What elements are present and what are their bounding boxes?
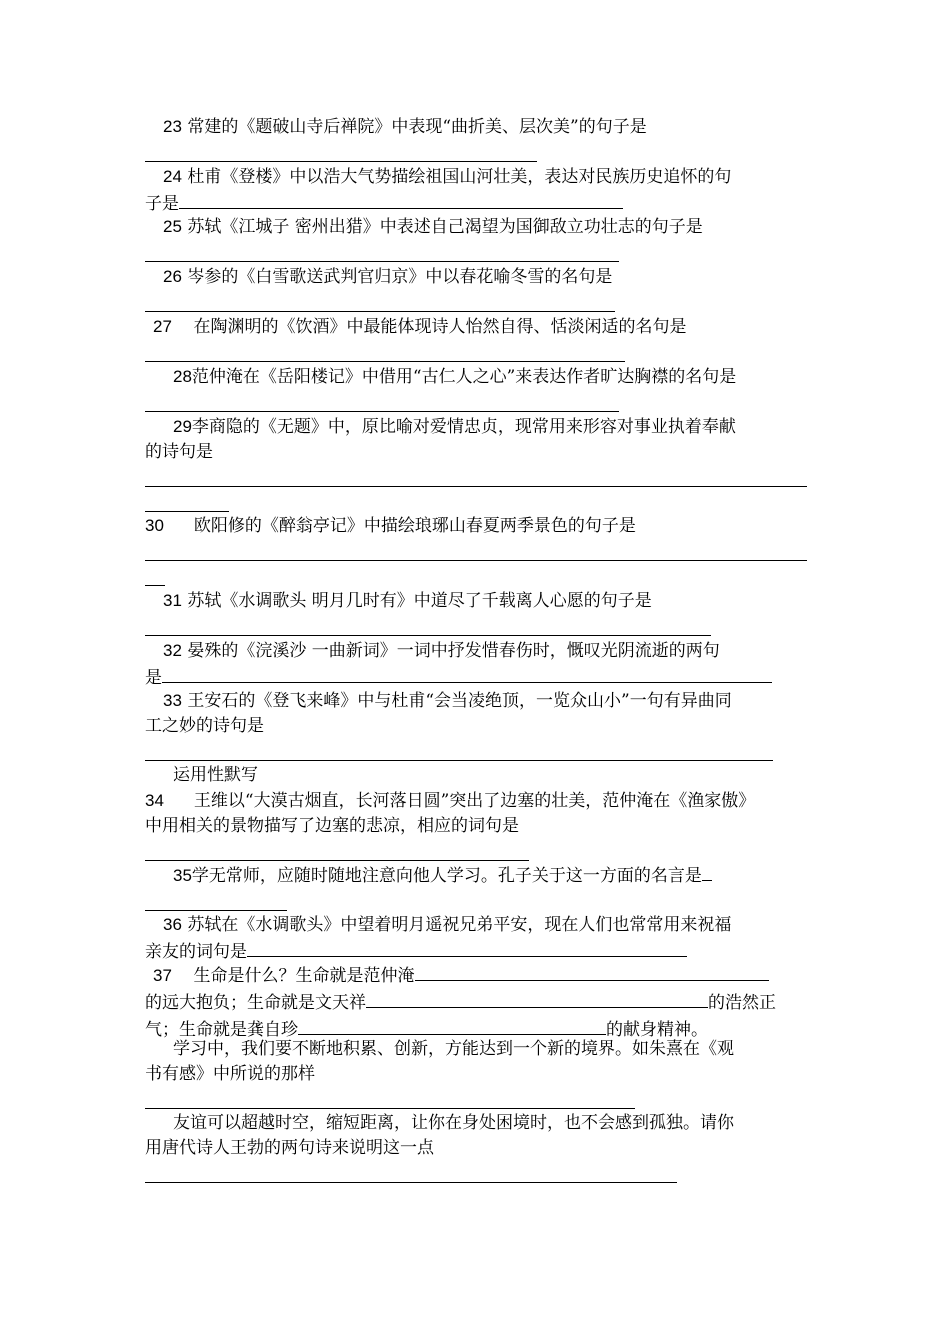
question-text-cont: 的浩然正	[708, 993, 776, 1013]
question-25	[145, 214, 807, 262]
question-27	[145, 314, 807, 362]
answer-line[interactable]	[145, 361, 625, 362]
question-number: 25	[163, 217, 182, 236]
answer-blank[interactable]	[162, 664, 772, 683]
question-text: 学无常师，应随时随地注意向他人学习。孔子关于这一方面的名言是	[191, 866, 702, 886]
answer-line[interactable]	[145, 411, 619, 412]
answer-line-cont[interactable]	[145, 511, 229, 512]
question-36	[145, 912, 807, 965]
question-text-cont: 书有感》中所说的那样	[145, 1064, 315, 1084]
question-35	[145, 862, 807, 911]
answer-blank[interactable]	[247, 938, 687, 957]
question-text-cont: 的献身精神。	[606, 1020, 708, 1040]
question-text: 欧阳修的《醉翁亭记》中描绘琅琊山春夏两季景色的句子是	[193, 516, 636, 536]
question-number: 27	[153, 317, 172, 336]
answer-blank-gong[interactable]	[298, 1016, 606, 1035]
question-number: 36	[163, 915, 182, 934]
question-23	[145, 114, 807, 162]
answer-blank[interactable]	[702, 862, 712, 881]
question-text: 李商隐的《无题》中，原比喻对爱情忠贞，现常用来形容对事业执着奉献	[191, 417, 736, 437]
question-32	[145, 638, 807, 691]
question-number: 26	[163, 267, 182, 286]
answer-line-cont[interactable]	[145, 585, 165, 586]
question-33	[145, 688, 807, 761]
section-title: 运用性默写	[173, 765, 258, 785]
question-text-cont: 是	[145, 668, 162, 688]
answer-line[interactable]	[145, 311, 615, 312]
question-number: 37	[153, 966, 172, 985]
question-text-cont: 的诗句是	[145, 442, 213, 462]
question-28	[145, 364, 807, 412]
answer-line[interactable]	[145, 486, 807, 487]
question-text: 王安石的《登飞来峰》中与杜甫“会当凌绝顶，一览众山小”一句有异曲同	[187, 691, 732, 711]
answer-blank[interactable]	[179, 190, 623, 209]
question-text-cont: 子是	[145, 194, 179, 214]
section-heading	[145, 763, 807, 788]
question-text: 杜甫《登楼》中以浩大气势描绘祖国山河壮美，表达对民族历史追怀的句	[187, 167, 732, 187]
question-text: 学习中，我们要不断地积累、创新，方能达到一个新的境界。如朱熹在《观	[173, 1039, 734, 1059]
question-text: 范仲淹在《岳阳楼记》中借用“古仁人之心”来表达作者旷达胸襟的名句是	[191, 367, 737, 387]
answer-blank-fan[interactable]	[415, 962, 769, 981]
question-text: 苏轼《水调歌头 明月几时有》中道尽了千载离人心愿的句子是	[187, 591, 652, 611]
question-text: 生命是什么？生命就是范仲淹	[193, 966, 415, 986]
question-number: 29	[173, 417, 192, 436]
question-26	[145, 264, 807, 312]
answer-line[interactable]	[145, 1108, 635, 1109]
question-text-cont: 工之妙的诗句是	[145, 716, 264, 736]
question-24	[145, 164, 807, 217]
answer-line[interactable]	[145, 635, 711, 636]
question-29	[145, 414, 807, 512]
question-text: 王维以“大漠古烟直，长河落日圆”突出了边塞的壮美，范仲淹在《渔家傲》	[193, 791, 756, 811]
question-text-cont: 中用相关的景物描写了边塞的悲凉，相应的词句是	[145, 816, 519, 836]
answer-line[interactable]	[145, 1182, 677, 1183]
question-text: 岑参的《白雪歌送武判官归京》中以春花喻冬雪的名句是	[187, 267, 613, 287]
question-number: 28	[173, 367, 192, 386]
question-number: 32	[163, 641, 182, 660]
answer-line[interactable]	[145, 261, 619, 262]
question-number: 35	[173, 866, 192, 885]
question-text-cont: 的远大抱负；生命就是文天祥	[145, 993, 366, 1013]
question-text: 友谊可以超越时空，缩短距离，让你在身处困境时，也不会感到孤独。请你	[173, 1113, 734, 1133]
question-number: 30	[145, 516, 164, 535]
question-31	[145, 588, 807, 636]
question-text-cont: 用唐代诗人王勃的两句诗来说明这一点	[145, 1138, 434, 1158]
question-34	[145, 788, 807, 861]
question-text-cont: 气；生命就是龚自珍	[145, 1020, 298, 1040]
question-number: 23	[163, 117, 182, 136]
answer-line[interactable]	[145, 161, 537, 162]
question-number: 34	[145, 791, 164, 810]
question-text: 常建的《题破山寺后禅院》中表现“曲折美、层次美”的句子是	[187, 117, 647, 137]
answer-line-cont[interactable]	[145, 910, 287, 911]
question-text: 苏轼在《水调歌头》中望着明月遥祝兄弟平安，现在人们也常常用来祝福	[187, 915, 732, 935]
question-text: 在陶渊明的《饮酒》中最能体现诗人怡然自得、恬淡闲适的名句是	[193, 317, 687, 337]
question-text-cont: 亲友的词句是	[145, 942, 247, 962]
question-number: 31	[163, 591, 182, 610]
question-zhuxi	[145, 1037, 807, 1109]
question-number: 24	[163, 167, 182, 186]
answer-line[interactable]	[145, 560, 807, 561]
answer-line[interactable]	[145, 760, 773, 761]
question-30	[145, 513, 807, 586]
question-number: 33	[163, 691, 182, 710]
answer-blank-wen[interactable]	[366, 989, 708, 1008]
question-wangbo	[145, 1111, 807, 1183]
answer-line[interactable]	[145, 860, 529, 861]
question-37	[145, 962, 807, 1043]
question-text: 苏轼《江城子 密州出猎》中表述自己渴望为国御敌立功壮志的句子是	[187, 217, 703, 237]
question-text: 晏殊的《浣溪沙 一曲新词》一词中抒发惜春伤时，慨叹光阴流逝的两句	[187, 641, 720, 661]
